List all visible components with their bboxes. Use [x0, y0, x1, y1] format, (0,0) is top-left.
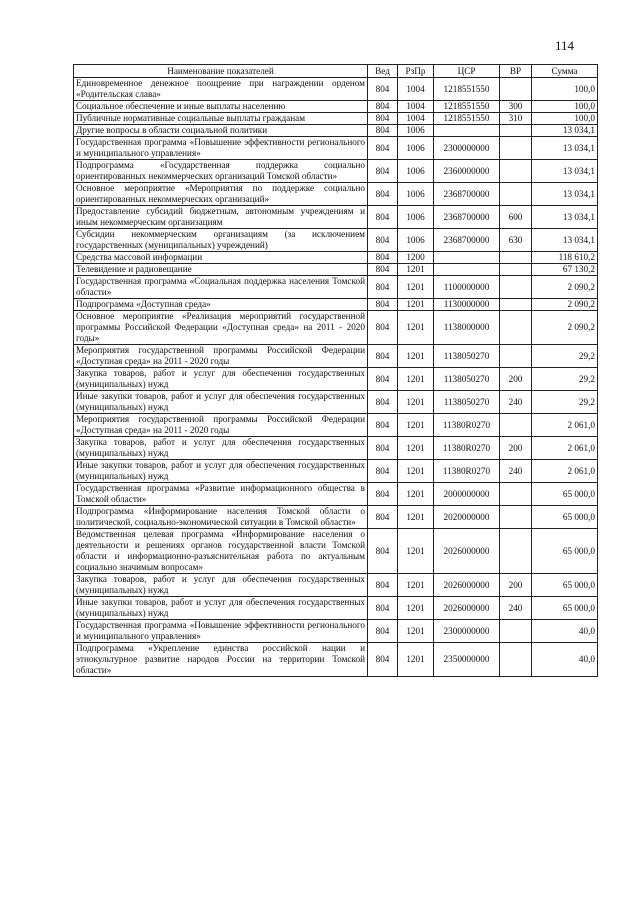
- cell-csr: 2026000000: [434, 574, 500, 597]
- header-sum: Сумма: [532, 65, 598, 78]
- cell-name: Социальное обеспечение и иные выплаты населению: [74, 101, 368, 113]
- header-csr: ЦСР: [434, 65, 500, 78]
- table-row: [74, 460, 598, 483]
- cell-sum: 100,0: [532, 113, 598, 125]
- cell-csr: 1130000000: [434, 299, 500, 311]
- cell-sum: 29,2: [532, 391, 598, 414]
- cell-sum: 13 034,1: [532, 160, 598, 183]
- cell-sum: 2 090,2: [532, 299, 598, 311]
- table-row: [74, 620, 598, 643]
- cell-vr: [500, 137, 532, 160]
- cell-name: Государственная программа «Социальная поддержка населения Томской области»: [74, 276, 368, 299]
- table-row: [74, 483, 598, 506]
- cell-csr: 11380R0270: [434, 460, 500, 483]
- table-row: [74, 643, 598, 677]
- cell-sum: 40,0: [532, 620, 598, 643]
- table-row: [74, 437, 598, 460]
- cell-name: Телевидение и радиовещание: [74, 264, 368, 276]
- cell-ved: 804: [368, 101, 398, 113]
- cell-rzpr: 1201: [398, 276, 434, 299]
- cell-rzpr: 1201: [398, 506, 434, 529]
- cell-rzpr: 1201: [398, 345, 434, 368]
- cell-sum: 29,2: [532, 345, 598, 368]
- cell-csr: 1218551550: [434, 101, 500, 113]
- cell-rzpr: 1201: [398, 574, 434, 597]
- cell-ved: 804: [368, 78, 398, 101]
- table-header: [74, 65, 598, 78]
- cell-ved: 804: [368, 206, 398, 229]
- cell-sum: 13 034,1: [532, 229, 598, 252]
- cell-vr: [500, 483, 532, 506]
- cell-csr: 11380R0270: [434, 437, 500, 460]
- cell-rzpr: 1201: [398, 368, 434, 391]
- cell-name: Закупка товаров, работ и услуг для обеспечения государственных (муниципальных) нужд: [74, 368, 368, 391]
- cell-vr: [500, 125, 532, 137]
- cell-name: Ведомственная целевая программа «Информирование населения о деятельности и решениях органов государственной власти Томской области и информационно-разъяснительная работа по актуальным социально значимым вопросам»: [74, 529, 368, 574]
- cell-sum: 13 034,1: [532, 183, 598, 206]
- cell-rzpr: 1006: [398, 160, 434, 183]
- cell-name: Иные закупки товаров, работ и услуг для обеспечения государственных (муниципальных) нужд: [74, 460, 368, 483]
- cell-csr: 2368700000: [434, 206, 500, 229]
- cell-csr: 1218551550: [434, 113, 500, 125]
- cell-csr: 1100000000: [434, 276, 500, 299]
- table-row: [74, 345, 598, 368]
- cell-csr: 2300000000: [434, 620, 500, 643]
- cell-name: Другие вопросы в области социальной политики: [74, 125, 368, 137]
- header-vr: ВР: [500, 65, 532, 78]
- cell-ved: 804: [368, 391, 398, 414]
- cell-name: Подпрограмма «Государственная поддержка социально ориентированных некоммерческих организаций Томской области»: [74, 160, 368, 183]
- table-row: [74, 299, 598, 311]
- cell-rzpr: 1201: [398, 437, 434, 460]
- cell-csr: [434, 252, 500, 264]
- page-number: 114: [555, 38, 575, 53]
- cell-rzpr: 1201: [398, 391, 434, 414]
- table-row: [74, 311, 598, 345]
- table-row: [74, 264, 598, 276]
- table-row: [74, 368, 598, 391]
- table-row: [74, 529, 598, 574]
- cell-name: Подпрограмма «Информирование населения Томской области о политической, социально-экономической ситуации в Томской области»: [74, 506, 368, 529]
- cell-name: Закупка товаров, работ и услуг для обеспечения государственных (муниципальных) нужд: [74, 437, 368, 460]
- cell-sum: 40,0: [532, 643, 598, 677]
- cell-sum: 2 061,0: [532, 414, 598, 437]
- cell-csr: 2026000000: [434, 597, 500, 620]
- cell-csr: [434, 264, 500, 276]
- cell-sum: 29,2: [532, 368, 598, 391]
- cell-vr: [500, 78, 532, 101]
- cell-rzpr: 1201: [398, 529, 434, 574]
- cell-vr: [500, 252, 532, 264]
- cell-rzpr: 1201: [398, 620, 434, 643]
- cell-csr: 11380R0270: [434, 414, 500, 437]
- cell-ved: 804: [368, 125, 398, 137]
- table-row: [74, 206, 598, 229]
- cell-ved: 804: [368, 160, 398, 183]
- cell-name: Мероприятия государственной программы Российской Федерации «Доступная среда» на 2011 - 2020 годы: [74, 414, 368, 437]
- cell-ved: 804: [368, 483, 398, 506]
- header-name: Наименование показателей: [74, 65, 368, 78]
- cell-csr: 2000000000: [434, 483, 500, 506]
- cell-ved: 804: [368, 620, 398, 643]
- cell-sum: 2 061,0: [532, 460, 598, 483]
- cell-rzpr: 1201: [398, 414, 434, 437]
- cell-ved: 804: [368, 437, 398, 460]
- table-row: [74, 137, 598, 160]
- cell-csr: 1138050270: [434, 391, 500, 414]
- table-row: [74, 276, 598, 299]
- cell-vr: [500, 345, 532, 368]
- cell-sum: 13 034,1: [532, 125, 598, 137]
- cell-rzpr: 1006: [398, 183, 434, 206]
- cell-vr: 300: [500, 101, 532, 113]
- cell-sum: 100,0: [532, 101, 598, 113]
- table-row: [74, 101, 598, 113]
- cell-name: Основное мероприятие «Мероприятия по поддержке социально ориентированных некоммерческих организаций»: [74, 183, 368, 206]
- table-row: [74, 252, 598, 264]
- cell-csr: 2368700000: [434, 229, 500, 252]
- cell-vr: [500, 506, 532, 529]
- cell-name: Подпрограмма «Укрепление единства российской нации и этнокультурное развитие народов России на территории Томской области»: [74, 643, 368, 677]
- table-row: [74, 229, 598, 252]
- table-row: [74, 78, 598, 101]
- table-row: [74, 574, 598, 597]
- cell-ved: 804: [368, 597, 398, 620]
- cell-ved: 804: [368, 460, 398, 483]
- cell-rzpr: 1201: [398, 643, 434, 677]
- cell-vr: [500, 276, 532, 299]
- cell-rzpr: 1200: [398, 252, 434, 264]
- cell-csr: 1138050270: [434, 368, 500, 391]
- cell-vr: [500, 643, 532, 677]
- cell-vr: 200: [500, 437, 532, 460]
- cell-rzpr: 1201: [398, 597, 434, 620]
- cell-rzpr: 1006: [398, 229, 434, 252]
- cell-name: Иные закупки товаров, работ и услуг для обеспечения государственных (муниципальных) нужд: [74, 597, 368, 620]
- cell-ved: 804: [368, 183, 398, 206]
- cell-ved: 804: [368, 414, 398, 437]
- cell-vr: 310: [500, 113, 532, 125]
- table-row: [74, 183, 598, 206]
- cell-csr: 1138000000: [434, 311, 500, 345]
- cell-vr: 600: [500, 206, 532, 229]
- cell-csr: 1218551550: [434, 78, 500, 101]
- cell-vr: [500, 183, 532, 206]
- table-row: [74, 125, 598, 137]
- cell-vr: [500, 414, 532, 437]
- cell-vr: [500, 264, 532, 276]
- cell-csr: 2026000000: [434, 529, 500, 574]
- cell-vr: 240: [500, 597, 532, 620]
- cell-ved: 804: [368, 137, 398, 160]
- table-row: [74, 414, 598, 437]
- cell-rzpr: 1201: [398, 483, 434, 506]
- cell-ved: 804: [368, 229, 398, 252]
- cell-vr: [500, 620, 532, 643]
- header-row: [74, 65, 598, 78]
- cell-name: Подпрограмма «Доступная среда»: [74, 299, 368, 311]
- cell-rzpr: 1004: [398, 78, 434, 101]
- cell-sum: 13 034,1: [532, 137, 598, 160]
- cell-name: Субсидии некоммерческим организациям (за исключением государственных (муниципальных) учреждений): [74, 229, 368, 252]
- cell-name: Иные закупки товаров, работ и услуг для обеспечения государственных (муниципальных) нужд: [74, 391, 368, 414]
- cell-sum: 65 000,0: [532, 483, 598, 506]
- cell-ved: 804: [368, 311, 398, 345]
- cell-vr: [500, 529, 532, 574]
- table-row: [74, 391, 598, 414]
- cell-name: Предоставление субсидий бюджетным, автономным учреждениям и иным некоммерческим организациям: [74, 206, 368, 229]
- cell-name: Государственная программа «Повышение эффективности регионального и муниципального управления»: [74, 620, 368, 643]
- cell-sum: 67 130,2: [532, 264, 598, 276]
- cell-name: Закупка товаров, работ и услуг для обеспечения государственных (муниципальных) нужд: [74, 574, 368, 597]
- cell-name: Мероприятия государственной программы Российской Федерации «Доступная среда» на 2011 - 2020 годы: [74, 345, 368, 368]
- cell-vr: 200: [500, 574, 532, 597]
- table-row: [74, 160, 598, 183]
- cell-name: Средства массовой информации: [74, 252, 368, 264]
- cell-rzpr: 1004: [398, 101, 434, 113]
- header-rzpr: РзПр: [398, 65, 434, 78]
- cell-vr: 630: [500, 229, 532, 252]
- budget-table: [73, 64, 598, 677]
- cell-ved: 804: [368, 299, 398, 311]
- cell-name: Государственная программа «Развитие информационного общества в Томской области»: [74, 483, 368, 506]
- cell-sum: 65 000,0: [532, 597, 598, 620]
- cell-rzpr: 1006: [398, 125, 434, 137]
- cell-rzpr: 1006: [398, 137, 434, 160]
- cell-vr: 240: [500, 391, 532, 414]
- cell-vr: [500, 160, 532, 183]
- cell-ved: 804: [368, 113, 398, 125]
- cell-vr: 200: [500, 368, 532, 391]
- cell-sum: 100,0: [532, 78, 598, 101]
- cell-rzpr: 1006: [398, 206, 434, 229]
- cell-name: Государственная программа «Повышение эффективности регионального и муниципального управления»: [74, 137, 368, 160]
- cell-vr: 240: [500, 460, 532, 483]
- cell-ved: 804: [368, 529, 398, 574]
- cell-sum: 2 090,2: [532, 276, 598, 299]
- cell-rzpr: 1201: [398, 264, 434, 276]
- cell-ved: 804: [368, 643, 398, 677]
- table-row: [74, 113, 598, 125]
- cell-vr: [500, 299, 532, 311]
- cell-ved: 804: [368, 252, 398, 264]
- cell-sum: 2 061,0: [532, 437, 598, 460]
- table-body: [74, 78, 598, 677]
- cell-csr: 2020000000: [434, 506, 500, 529]
- cell-rzpr: 1201: [398, 460, 434, 483]
- cell-ved: 804: [368, 506, 398, 529]
- cell-sum: 13 034,1: [532, 206, 598, 229]
- cell-sum: 65 000,0: [532, 506, 598, 529]
- header-ved: Вед: [368, 65, 398, 78]
- cell-sum: 65 000,0: [532, 529, 598, 574]
- cell-name: Единовременное денежное поощрение при награждении орденом «Родительская слава»: [74, 78, 368, 101]
- cell-sum: 65 000,0: [532, 574, 598, 597]
- cell-rzpr: 1201: [398, 299, 434, 311]
- cell-ved: 804: [368, 276, 398, 299]
- cell-csr: 2368700000: [434, 183, 500, 206]
- cell-vr: [500, 311, 532, 345]
- cell-name: Публичные нормативные социальные выплаты гражданам: [74, 113, 368, 125]
- cell-csr: 2300000000: [434, 137, 500, 160]
- cell-ved: 804: [368, 368, 398, 391]
- cell-sum: 2 090,2: [532, 311, 598, 345]
- cell-csr: [434, 125, 500, 137]
- cell-ved: 804: [368, 574, 398, 597]
- cell-ved: 804: [368, 345, 398, 368]
- table-row: [74, 506, 598, 529]
- cell-ved: 804: [368, 264, 398, 276]
- cell-name: Основное мероприятие «Реализация мероприятий государственной программы Российской Федерации «Доступная среда» на 2011 - 2020 годы»: [74, 311, 368, 345]
- cell-csr: 2360000000: [434, 160, 500, 183]
- table-row: [74, 597, 598, 620]
- cell-rzpr: 1004: [398, 113, 434, 125]
- cell-csr: 1138050270: [434, 345, 500, 368]
- cell-rzpr: 1201: [398, 311, 434, 345]
- cell-sum: 118 610,2: [532, 252, 598, 264]
- cell-csr: 2350000000: [434, 643, 500, 677]
